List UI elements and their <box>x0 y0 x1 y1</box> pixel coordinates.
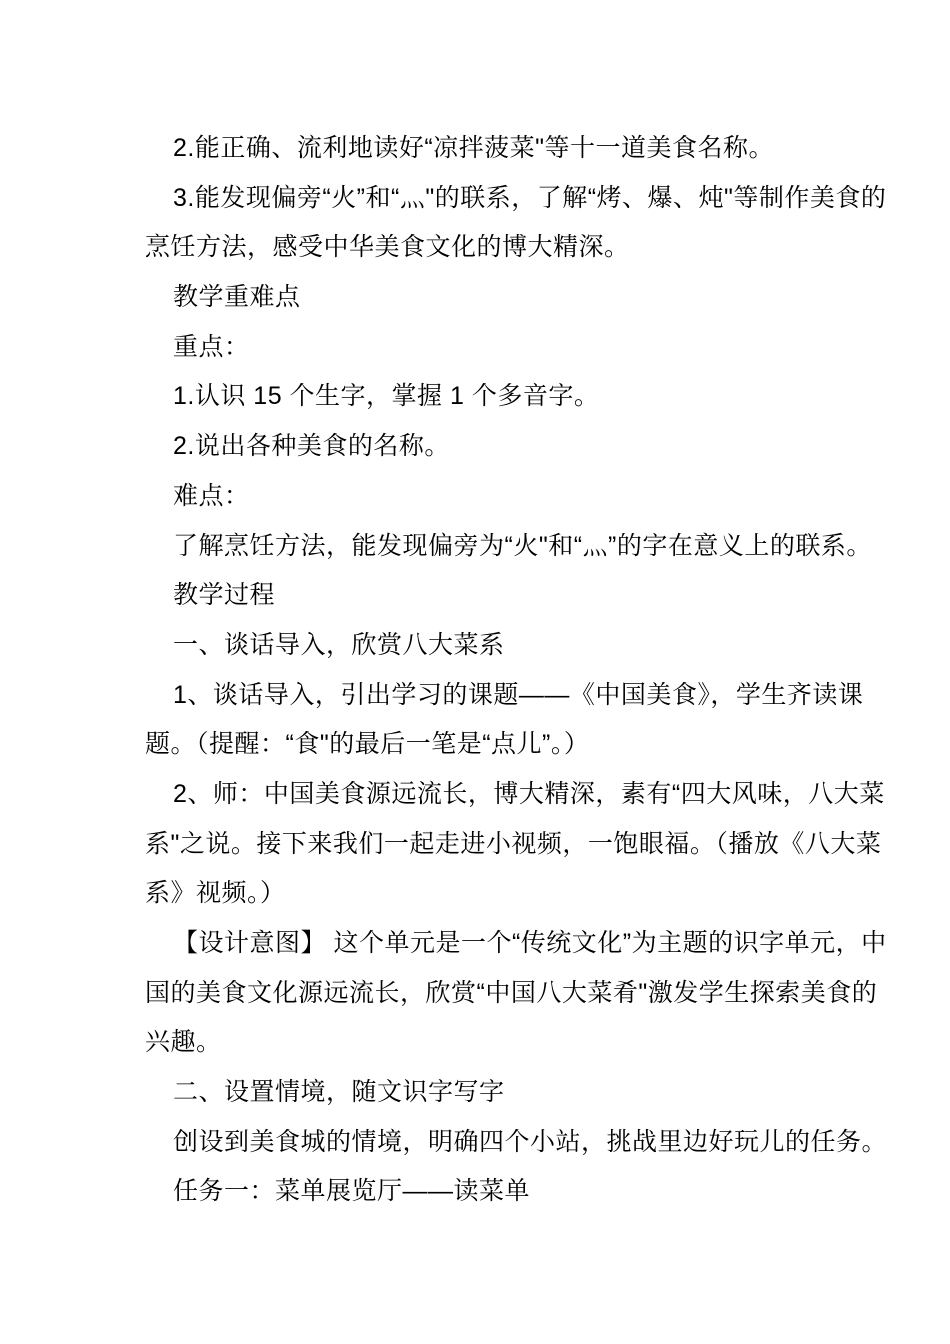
text-line: 国的美食文化源远流长，欣赏“中国八大菜肴"激发学生探索美食的 <box>145 978 878 1007</box>
text-line: 2.说出各种美食的名称。 <box>173 432 450 461</box>
text-line: 重点： <box>173 332 250 361</box>
text-line: 烹饪方法，感受中华美食文化的博大精深。 <box>145 233 630 262</box>
text-line: 系"之说。接下来我们一起走进小视频，一饱眼福。（播放《八大菜 <box>145 829 882 858</box>
text-line: 【设计意图】 这个单元是一个“传统文化”为主题的识字单元，中 <box>173 929 887 957</box>
text-line: 任务一：菜单展览厅——读菜单 <box>173 1177 531 1206</box>
text-line: 1.认识 15 个生字，掌握 1 个多音字。 <box>173 382 600 411</box>
text-line: 创设到美食城的情境，明确四个小站，挑战里边好玩儿的任务。 <box>173 1127 888 1156</box>
text-line: 了解烹饪方法，能发现偏旁为“火"和“灬”的字在意义上的联系。 <box>173 531 872 560</box>
text-line: 兴趣。 <box>145 1028 222 1057</box>
text-line: 3.能发现偏旁“火”和“灬"的联系，了解“烤、爆、炖"等制作美食的 <box>173 183 887 212</box>
text-line: 1、谈话导入，引出学习的课题——《中国美食》，学生齐读课 <box>173 680 864 709</box>
text-line: 二、设置情境，随文识字写字 <box>173 1078 505 1107</box>
text-line: 一、谈话导入，欣赏八大菜系 <box>173 630 505 659</box>
text-line: 难点： <box>173 481 250 510</box>
text-line: 2.能正确、流利地读好“凉拌菠菜"等十一道美食名称。 <box>173 134 775 162</box>
text-line: 教学重难点 <box>173 283 301 312</box>
document-text-block <box>145 124 888 1217</box>
text-line: 教学过程 <box>173 581 276 610</box>
text-line: 题。（提醒：“食"的最后一笔是“点儿”。） <box>145 730 590 759</box>
text-line: 2、师：中国美食源远流长，博大精深，素有“四大风味，八大菜 <box>173 779 885 808</box>
text-line: 系》视频。） <box>145 879 286 908</box>
